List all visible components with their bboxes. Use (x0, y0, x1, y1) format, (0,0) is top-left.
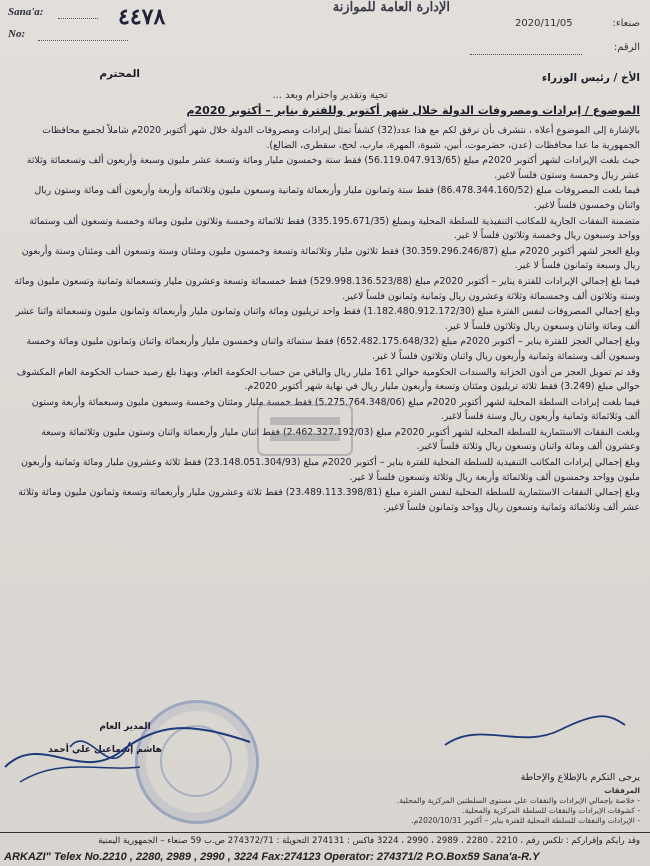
no-dots (38, 40, 128, 41)
body-paragraph: فيما بلغت إيرادات السلطة المحلية لشهر أكتوبر 2020م مبلغ (5.275.764.348/06) فقط خمسة مليار ومئتان وخمسة وسبعون مليون وسبعمائة وأربعة وستون ألف وثلاثمائة وثمانية وأربعون ريال وستة فلساً لاغير. (31, 396, 640, 423)
reference-number: ٤٤٧٨ (118, 4, 166, 30)
body-paragraph: متضمنة النفقات الجارية للمكاتب التنفيذية للسلطة المحلية وبمبلغ (335.195.671/35) فقط ثلاثمائة وخمسة وثلاثون مليون ومائة وخمسة وتسعون ألف وستمائة وواحد وسبعون ريال وخمسة وثلاثون فلساً لا غير. (29, 215, 640, 242)
body-paragraph: وبلغ إجمالي المصروفات لنفس الفترة مبلغ (1.182.480.912.172/30) فقط واحد تريليون ومائة واثنان وثمانون مليار وأربعمائة وثمانون مليون وتسعمائة واثنا عشر ألف ومائة واثنان وسبعون ريال وثلاثون فلساً لا غير. (15, 306, 640, 332)
body-paragraph: وبلغ إجمالي إيرادات المكاتب التنفيذية للسلطة المحلية للفترة يناير – أكتوبر 2020م مبلغ (23.148.051.304/93) فقط ثلاثة وعشرون مليار ومائة وثمانية وأربعون مليون وواحد وخمسون ألف وثلاثمائة وأربعة ريال وثلاثة وتسعون فلساً لا غير. (21, 457, 640, 483)
footer-contacts-arabic: وقد رأيكم وإقراركم : تلكس رقم ، 2210 ، 2280 ، 2989 ، 2990 ، 3224 فاكس : 274131 التحويلة : 274372/71 ص.ب 59 صنعاء – الجمهورية اليمنية (98, 836, 640, 846)
attachments-label: المرفقات (604, 786, 640, 795)
body-paragraph: فيما بلغ إجمالي الإيرادات للفترة يناير – أكتوبر 2020م مبلغ (529.998.136.523/88) فقط خمسمائة وتسعة وعشرون مليار وتسعمائة وثمانية وتسعون مليون ومائة وستة وثلاثون ألف وخمسمائة وثلاثة وعشرون ريال وثمانية وثمانون فلساً لاغير. (14, 275, 640, 302)
initials-scribble (440, 710, 630, 755)
body-paragraph: حيث بلغت الإيرادات لشهر أكتوبر 2020م مبلغ (56.119.047.913/65) فقط ستة وخمسون مليار ومائة وتسعة عشر مليون وسبعة وأربعون ألف وتسعمائة وثلاثة عشر ريال وخمسة وستون فلساً لاغير. (26, 155, 640, 181)
subject-line: الموضوع / إيرادات ومصروفات الدولة خلال شهر أكتوبر وللفترة يناير – أكتوبر 2020م (186, 104, 640, 117)
body-paragraph: بالإشارة إلى الموضوع أعلاه ، نتشرف بأن نرفق لكم مع هذا عدد(32) كشفاً تمثل إيرادات ومصروفات الدولة خلال شهر أكتوبر 2020م شاملاً لجميع محافظات الجمهورية ما عدا محافظات (عدن، حضرموت، أبين، شبوة، المهرة، مارب، لحج، سقطرى، الضالع). (42, 125, 640, 151)
ref-dots (470, 54, 582, 55)
attachment-item: - كشوفات الإيرادات والنفقات للسلطة المركزية والمحلية. (462, 806, 640, 815)
body-paragraph: فيما بلغت المصروفات مبلغ (86.478.344.160/52) فقط ستة وثمانون مليار وأربعمائة وثمانية وسبعون مليون وثلاثمائة وأربعة وأربعون ألف ومائة وستون ريال واثنان وخمسون فلساً لاغير. (34, 185, 640, 211)
organization-name: الإدارة العامة للموازنة (332, 0, 450, 15)
body-paragraph: وبلغ إجمالي النفقات الاستثمارية للسلطة المحلية لنفس الفترة مبلغ (23.489.113.398/81) فقط ثلاثة وعشرون مليار وأربعمائة وتسعة وثمانون مليون ومائة وثلاثة عشر ألف وثلاثمائة وثمانية وتسعون ريال وواحد وثمانون فلساً لاغير. (18, 487, 640, 513)
greeting: تحية وتقدير واحترام وبعد ... (272, 90, 388, 101)
body-paragraph: وبلغت النفقات الاستثمارية للسلطة المحلية لشهر أكتوبر 2020م مبلغ (2.462.327.192/03) فقط اثنان مليار وأربعمائة واثنان وستون مليون وثلاثمائة وسبعة وعشرون ألف ومائة واثنان وتسعون ريال وثلاثة فلساً لاغير. (41, 426, 640, 453)
no-label: No: (8, 28, 26, 40)
attachments-block (360, 786, 640, 826)
date-value: 2020/11/05 (515, 18, 573, 29)
signer-name: هاشم إسماعيل علي أحمد (48, 745, 162, 755)
sanaa-label: Sana'a: (8, 6, 44, 18)
closing-request: يرجى التكرم بالإطلاع والإحاطة (520, 772, 640, 783)
ref-label: الرقم: (613, 42, 640, 53)
honorific: المحترم (99, 68, 140, 80)
watermark-logo (250, 395, 360, 465)
sanaa-dots (58, 18, 98, 19)
attachment-item: - خلاصة بإجمالي الإيرادات والنفقات على مستوى السلطتين المركزية والمحلية. (396, 796, 640, 805)
signer-title: المدير العام (99, 722, 151, 732)
body-paragraph: وبلغ إجمالي العجز للفترة يناير – أكتوبر 2020م مبلغ (652.482.175.648/32) فقط ستمائة واثنان وخمسون مليار وأربعمائة واثنان وثمانون مليون ومائة وخمسة وسبعون ألف وستمائة وثمانية وأربعون ريال واثنان وثلاثون فلساً لا غير. (26, 336, 640, 362)
handwritten-signature (0, 712, 260, 792)
footer-contacts-english: ARKAZI" Telex No.2210 , 2280, 2989 , 2990 , 3224 Fax:274123 Operator: 274371/2 P.O.Box59 Sana'a-R.Y (4, 851, 540, 863)
addressee: الأخ / رئيس الوزراء (541, 72, 640, 84)
body-paragraph: وبلغ العجز لشهر أكتوبر 2020م مبلغ (30.359.296.246/87) فقط ثلاثون مليار وثلاثمائة وتسعة وخمسون مليون ومئتان وستة وتسعون ألف ومئتان وستة وأربعون ريال وسبعة وثمانون فلساً لا غير. (21, 245, 640, 272)
footer-rule (0, 832, 650, 833)
attachment-item: - الإيرادات والنفقات للسلطة المحلية للفترة يناير – أكتوبر 2020/10/31م. (411, 816, 640, 825)
date-label: صنعاء: (612, 18, 640, 29)
body-paragraph: وقد تم تمويل العجز من أذون الخزانة والسندات الحكومية حوالي 161 مليار ريال والباقي من حساب الحكومة العام، وبهذا بلغ رصيد حساب الحكومة العام المكشوف حوالي مبلغ (3.249) فقط ثلاثة تريليون ومئتان وتسعة وأربعون مليار ريال في نهاية شهر أكتوبر 2020م. (16, 366, 640, 393)
